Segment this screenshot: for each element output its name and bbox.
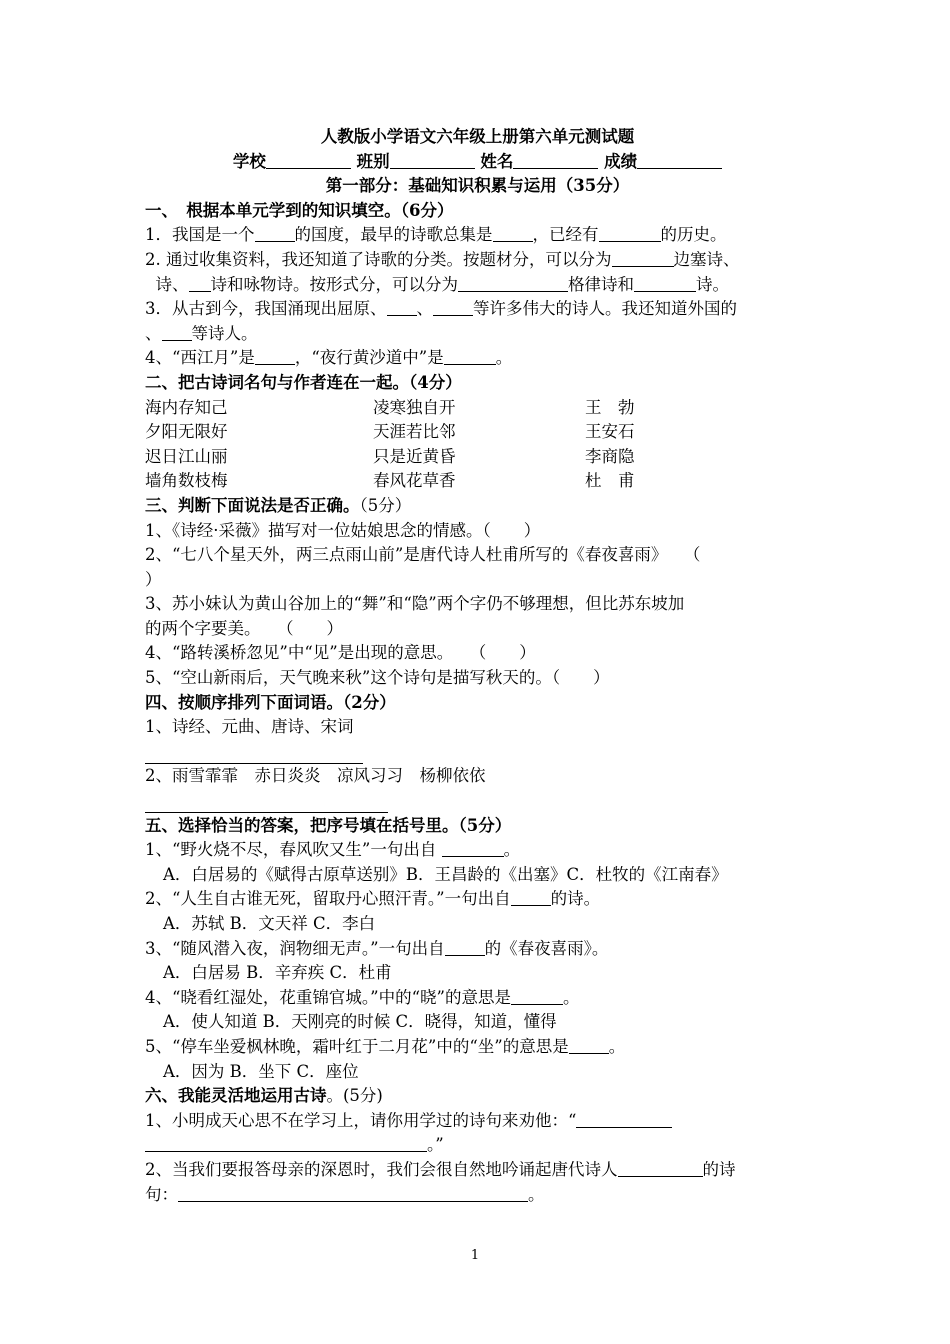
match-left[interactable]: 夕阳无限好 xyxy=(145,422,228,442)
s4-question-1: 1、诗经、元曲、唐诗、宋词 xyxy=(145,717,354,737)
text: ，“夜行黄沙道中”是 xyxy=(294,348,444,368)
text: 。” xyxy=(427,1135,444,1155)
text: 2. 通过收集资料，我还知道了诗歌的分类。按题材分，可以分为 xyxy=(145,249,612,269)
text: 格律诗和 xyxy=(568,274,634,294)
name-label: 姓名 xyxy=(480,151,514,171)
s3-question-3-cont[interactable]: 的两个字要美。 （ ） xyxy=(145,618,343,638)
blank[interactable] xyxy=(445,939,485,956)
blank[interactable] xyxy=(612,250,674,267)
page-title: 人教版小学语文六年级上册第六单元测试题 xyxy=(320,127,635,146)
text: 诗、 xyxy=(155,274,189,294)
text: 三、判断下面说法是否正确。 xyxy=(145,495,360,515)
text: 的诗。 xyxy=(550,889,601,909)
blank[interactable] xyxy=(145,1135,427,1152)
s1-question-3-cont xyxy=(145,322,810,347)
text: 。(5分) xyxy=(326,1086,383,1106)
match-left[interactable]: 迟日江山丽 xyxy=(145,446,228,466)
text: ，已经有 xyxy=(532,225,599,245)
s5-options-4[interactable]: A．使人知道 B．天刚亮的时候 C．晓得，知道，懂得 xyxy=(163,1012,557,1032)
blank[interactable] xyxy=(569,1037,609,1054)
match-left[interactable]: 墙角数枝梅 xyxy=(145,471,228,491)
s5-question-3 xyxy=(145,937,810,962)
s1-question-1 xyxy=(145,223,810,248)
match-row xyxy=(145,396,810,421)
blank[interactable] xyxy=(442,840,504,857)
s5-options-3[interactable]: A．白居易 B．辛弃疾 C．杜甫 xyxy=(163,963,392,983)
blank[interactable] xyxy=(189,275,211,292)
match-middle[interactable]: 天涯若比邻 xyxy=(373,422,456,442)
match-middle[interactable]: 只是近黄昏 xyxy=(373,446,456,466)
text: 、 xyxy=(416,299,433,319)
blank[interactable] xyxy=(634,275,696,292)
section4-heading: 四、按顺序排列下面词语。（2分） xyxy=(145,692,396,712)
s4-answer-line-2[interactable] xyxy=(145,789,810,814)
page-number: 1 xyxy=(470,1248,480,1263)
blank[interactable] xyxy=(178,1185,528,1202)
blank[interactable] xyxy=(458,275,568,292)
text: 等许多伟大的诗人。我还知道外国的 xyxy=(473,299,737,319)
text: 1．我国是一个 xyxy=(145,225,255,245)
exam-page xyxy=(145,125,810,1207)
s3-question-3: 3、苏小妹认为黄山谷加上的“舞”和“隐”两个字仍不够理想，但比苏东坡加 xyxy=(145,594,685,614)
blank[interactable] xyxy=(444,348,496,365)
s5-question-4 xyxy=(145,986,810,1011)
text: 4、“西江月”是 xyxy=(145,348,255,368)
name-blank[interactable] xyxy=(513,152,598,169)
s5-options-2[interactable]: A．苏轼 B．文天祥 C．李白 xyxy=(163,914,376,933)
s5-options-5[interactable]: A．因为 B．坐下 C．座位 xyxy=(163,1061,359,1081)
blank[interactable] xyxy=(387,299,417,316)
text: 的《春夜喜雨》。 xyxy=(484,938,609,958)
match-middle[interactable]: 凌寒独自开 xyxy=(373,397,456,417)
s6-question-1 xyxy=(145,1109,810,1134)
school-blank[interactable] xyxy=(266,152,351,169)
score-blank[interactable] xyxy=(637,152,722,169)
text: （5分） xyxy=(359,495,412,515)
class-blank[interactable] xyxy=(390,152,475,169)
s3-question-4[interactable]: 4、“路转溪桥忽见”中“见”是出现的意思。 （ ） xyxy=(145,643,536,663)
text: 。 xyxy=(495,348,513,368)
s6-question-1-cont xyxy=(145,1133,810,1158)
text: 1、小明成天心思不在学习上，请你用学过的诗句来劝他：“ xyxy=(145,1110,577,1130)
text: 4、“晓看红湿处，花重锦官城。”中的“晓”的意思是 xyxy=(145,987,511,1007)
match-row xyxy=(145,445,810,470)
section6-heading xyxy=(145,1084,810,1109)
section3-heading xyxy=(145,494,810,519)
student-info-row xyxy=(145,150,810,175)
text: 等诗人。 xyxy=(191,323,258,343)
text: 2、“人生自古谁无死，留取丹心照汗青。”一句出自 xyxy=(145,889,511,909)
blank[interactable] xyxy=(599,225,661,242)
s1-question-3 xyxy=(145,297,810,322)
text: 。 xyxy=(503,840,521,860)
score-label: 成绩 xyxy=(604,151,638,171)
part1-heading: 第一部分：基础知识积累与运用（35分） xyxy=(325,176,630,196)
match-author[interactable]: 王 勃 xyxy=(585,397,635,417)
text: 、 xyxy=(145,323,162,343)
blank[interactable] xyxy=(576,1111,672,1128)
school-label: 学校 xyxy=(232,151,266,171)
match-author[interactable]: 杜 甫 xyxy=(585,471,635,491)
text: 诗和咏物诗。按形式分，可以分为 xyxy=(210,274,458,294)
text: 的历史。 xyxy=(660,225,727,245)
class-label: 班别 xyxy=(356,151,390,171)
text: 诗。 xyxy=(696,274,729,294)
s4-question-2: 2、雨雪霏霏 赤日炎炎 凉风习习 杨柳依依 xyxy=(145,766,486,786)
s3-question-2[interactable]: 2、“七八个星天外，两三点雨山前”是唐代诗人杜甫所写的《春夜喜雨》 （ xyxy=(145,545,701,565)
s3-question-2-cont[interactable]: ） xyxy=(145,569,162,589)
s4-answer-line-1[interactable] xyxy=(145,740,810,765)
s3-question-5[interactable]: 5、“空山新雨后，天气晚来秋”这个诗句是描写秋天的。（ ） xyxy=(145,668,610,688)
blank[interactable] xyxy=(162,324,192,341)
text: 。 xyxy=(528,1184,545,1204)
text: 1、“野火烧不尽，春风吹又生”一句出自 xyxy=(145,840,437,860)
text: 3、“随风潜入夜，润物细无声。”一句出自 xyxy=(145,938,445,958)
s6-question-2 xyxy=(145,1158,810,1183)
match-author[interactable]: 李商隐 xyxy=(585,446,635,466)
section2-heading: 二、把古诗词名句与作者连在一起。（4分） xyxy=(145,372,462,392)
s1-question-4 xyxy=(145,346,810,371)
text: 六、我能灵活地运用古诗 xyxy=(145,1086,327,1106)
blank[interactable] xyxy=(255,225,295,242)
s1-question-2-cont xyxy=(145,273,810,298)
text: 的诗 xyxy=(702,1159,736,1179)
match-row xyxy=(145,469,810,494)
text: 句： xyxy=(145,1184,178,1204)
blank[interactable] xyxy=(511,889,551,906)
match-left[interactable]: 海内存知己 xyxy=(145,397,228,417)
match-author[interactable]: 王安石 xyxy=(585,422,635,442)
s3-question-1[interactable]: 1、《诗经·采薇》描写对一位姑娘思念的情感。（ ） xyxy=(145,520,541,540)
s6-question-2-cont xyxy=(145,1183,810,1208)
blank[interactable] xyxy=(493,225,533,242)
s5-question-2 xyxy=(145,887,810,912)
s1-question-2 xyxy=(145,248,810,273)
text: 3．从古到今，我国涌现出屈原、 xyxy=(145,299,387,319)
text: 5、“停车坐爱枫林晚，霜叶红于二月花”中的“坐”的意思是 xyxy=(145,1036,569,1056)
text: 。 xyxy=(608,1036,626,1056)
text: 2、当我们要报答母亲的深恩时，我们会很自然地吟诵起唐代诗人 xyxy=(145,1159,618,1179)
s5-options-1[interactable]: A．白居易的《赋得古原草送别》B．王昌龄的《出塞》C．杜牧的《江南春》 xyxy=(163,864,728,884)
s5-question-1 xyxy=(145,838,810,863)
match-row xyxy=(145,420,810,445)
blank[interactable] xyxy=(255,348,295,365)
text: 边塞诗、 xyxy=(673,249,740,269)
match-middle[interactable]: 春风花草香 xyxy=(373,471,456,491)
blank[interactable] xyxy=(511,988,563,1005)
text: 。 xyxy=(563,987,580,1007)
blank[interactable] xyxy=(618,1160,703,1177)
text: 的国度，最早的诗歌总集是 xyxy=(294,225,493,245)
s5-question-5 xyxy=(145,1035,810,1060)
blank[interactable] xyxy=(433,299,473,316)
section5-heading: 五、选择恰当的答案，把序号填在括号里。（5分） xyxy=(145,815,512,835)
section1-heading: 一、 根据本单元学到的知识填空。（6分） xyxy=(145,200,454,220)
